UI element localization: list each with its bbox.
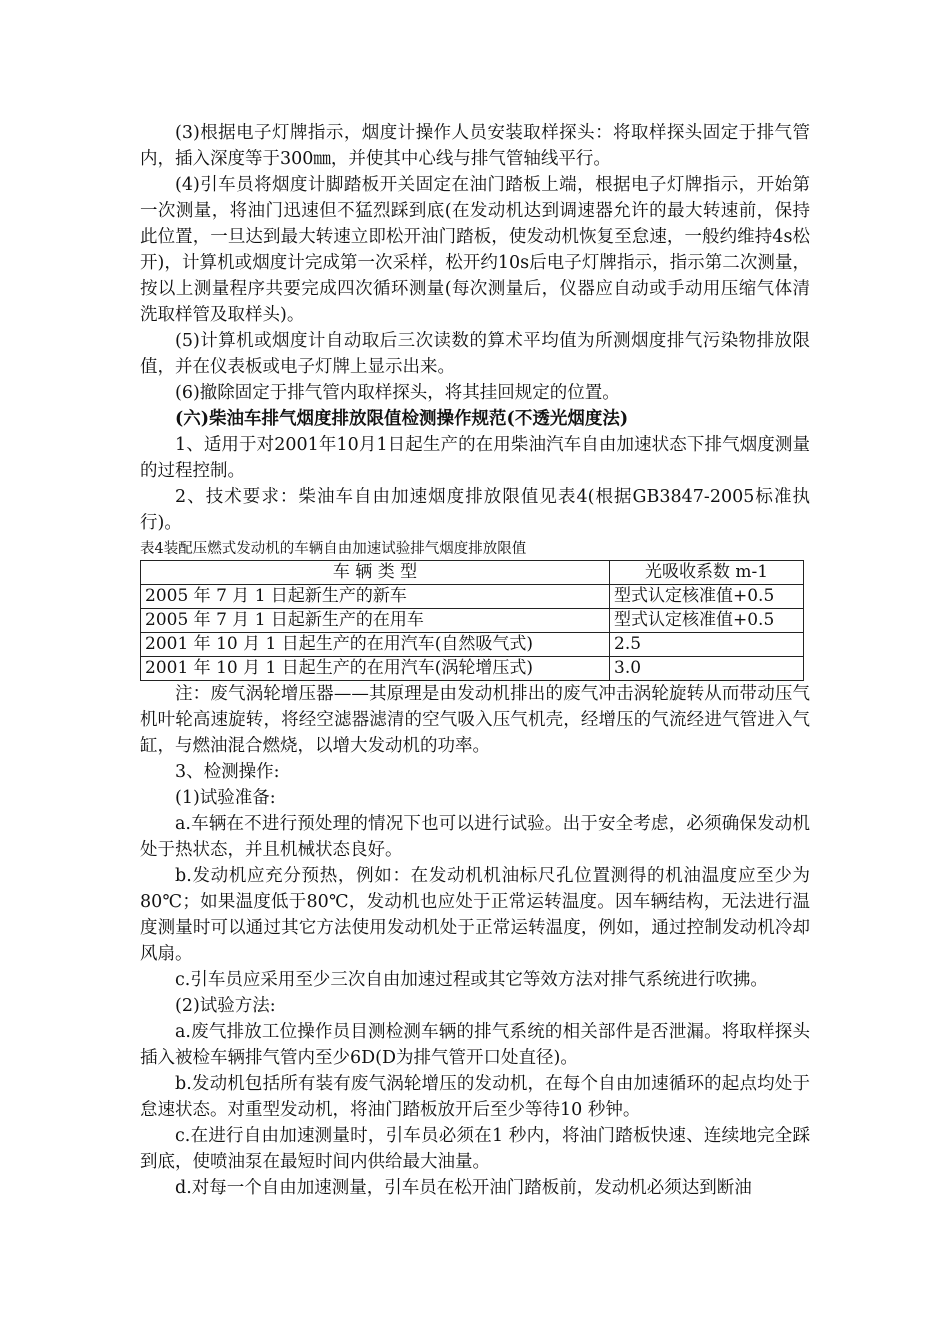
paragraph-method-heading: (2)试验方法: <box>175 996 276 1016</box>
emission-limits-table <box>140 560 804 681</box>
table-cell: 2001 年 10 月 1 日起生产的在用汽车(涡轮增压式) <box>141 657 610 681</box>
paragraph-step-3: (3)根据电子灯牌指示，烟度计操作人员安装取样探头：将取样探头固定于排气管内，插入深度等于300㎜，并使其中心线与排气管轴线平行。 <box>140 123 810 169</box>
table-row <box>141 633 804 657</box>
paragraph-operation-heading: 3、检测操作: <box>175 762 280 782</box>
table-cell: 2005 年 7 月 1 日起新生产的在用车 <box>141 609 610 633</box>
table-header-absorption: 光吸收系数 m-1 <box>610 561 804 585</box>
paragraph-step-4: (4)引车员将烟度计脚踏板开关固定在油门踏板上端，根据电子灯牌指示，开始第一次测量，将油门迅速但不猛烈踩到底(在发动机达到调速器允许的最大转速前，保持此位置，一旦达到最大转速立即松开油门踏板，使发动机恢复至怠速，一般约维持4s松开)，计算机或烟度计完成第一次采样，松开约10s后电子灯牌指示，指示第二次测量，按以上测量程序共要完成四次循环测量(每次测量后，仪器应自动或手动用压缩气体清洗取样管及取样头)。 <box>140 175 810 325</box>
table-cell: 2005 年 7 月 1 日起新生产的新车 <box>141 585 610 609</box>
paragraph-method-a: a.废气排放工位操作员目测检测车辆的排气系统的相关部件是否泄漏。将取样探头插入被检车辆排气管内至少6D(D为排气管开口处直径)。 <box>140 1022 810 1068</box>
paragraph-requirements: 2、技术要求：柴油车自由加速烟度排放限值见表4(根据GB3847-2005标准执行)。 <box>140 487 810 533</box>
table-cell: 型式认定核准值+0.5 <box>610 609 804 633</box>
table-header-row <box>141 561 804 585</box>
paragraph-note: 注：废气涡轮增压器——其原理是由发动机排出的废气冲击涡轮旋转从而带动压气机叶轮高速旋转，将经空滤器滤清的空气吸入压气机壳，经增压的气流经进气管进入气缸，与燃油混合燃烧，以增大发动机的功率。 <box>140 684 810 756</box>
table-row <box>141 657 804 681</box>
table-cell: 3.0 <box>610 657 804 681</box>
paragraph-step-5: (5)计算机或烟度计自动取后三次读数的算术平均值为所测烟度排气污染物排放限值，并在仪表板或电子灯牌上显示出来。 <box>140 331 810 377</box>
table-row <box>141 585 804 609</box>
table-row <box>141 609 804 633</box>
paragraph-prep-a: a.车辆在不进行预处理的情况下也可以进行试验。出于安全考虑，必须确保发动机处于热状态，并且机械状态良好。 <box>140 814 810 860</box>
paragraph-scope: 1、适用于对2001年10月1日起生产的在用柴油汽车自由加速状态下排气烟度测量的过程控制。 <box>140 435 810 481</box>
table-header-vehicle-type: 车 辆 类 型 <box>141 561 610 585</box>
table-cell: 2.5 <box>610 633 804 657</box>
paragraph-prep-b: b.发动机应充分预热，例如：在发动机机油标尺孔位置测得的机油温度应至少为80℃；如果温度低于80℃，发动机也应处于正常运转温度。因车辆结构，无法进行温度测量时可以通过其它方法使用发动机处于正常运转温度，例如，通过控制发动机冷却风扇。 <box>140 866 810 964</box>
document-body <box>140 120 810 1201</box>
paragraph-method-d: d.对每一个自由加速测量，引车员在松开油门踏板前，发动机必须达到断油 <box>175 1178 752 1198</box>
paragraph-prep-c: c.引车员应采用至少三次自由加速过程或其它等效方法对排气系统进行吹拂。 <box>175 970 768 990</box>
paragraph-step-6: (6)撤除固定于排气管内取样探头，将其挂回规定的位置。 <box>175 383 620 403</box>
table-cell: 2001 年 10 月 1 日起生产的在用汽车(自然吸气式) <box>141 633 610 657</box>
paragraph-method-c: c.在进行自由加速测量时，引车员必须在1 秒内，将油门踏板快速、连续地完全踩到底，使喷油泵在最短时间内供给最大油量。 <box>140 1126 810 1172</box>
table-cell: 型式认定核准值+0.5 <box>610 585 804 609</box>
section-heading: (六)柴油车排气烟度排放限值检测操作规范(不透光烟度法) <box>175 409 629 429</box>
paragraph-prep-heading: (1)试验准备: <box>175 788 276 808</box>
paragraph-method-b: b.发动机包括所有装有废气涡轮增压的发动机，在每个自由加速循环的起点均处于怠速状态。对重型发动机，将油门踏板放开后至少等待10 秒钟。 <box>140 1074 810 1120</box>
table-caption: 表4装配压燃式发动机的车辆自由加速试验排气烟度排放限值 <box>140 541 527 557</box>
